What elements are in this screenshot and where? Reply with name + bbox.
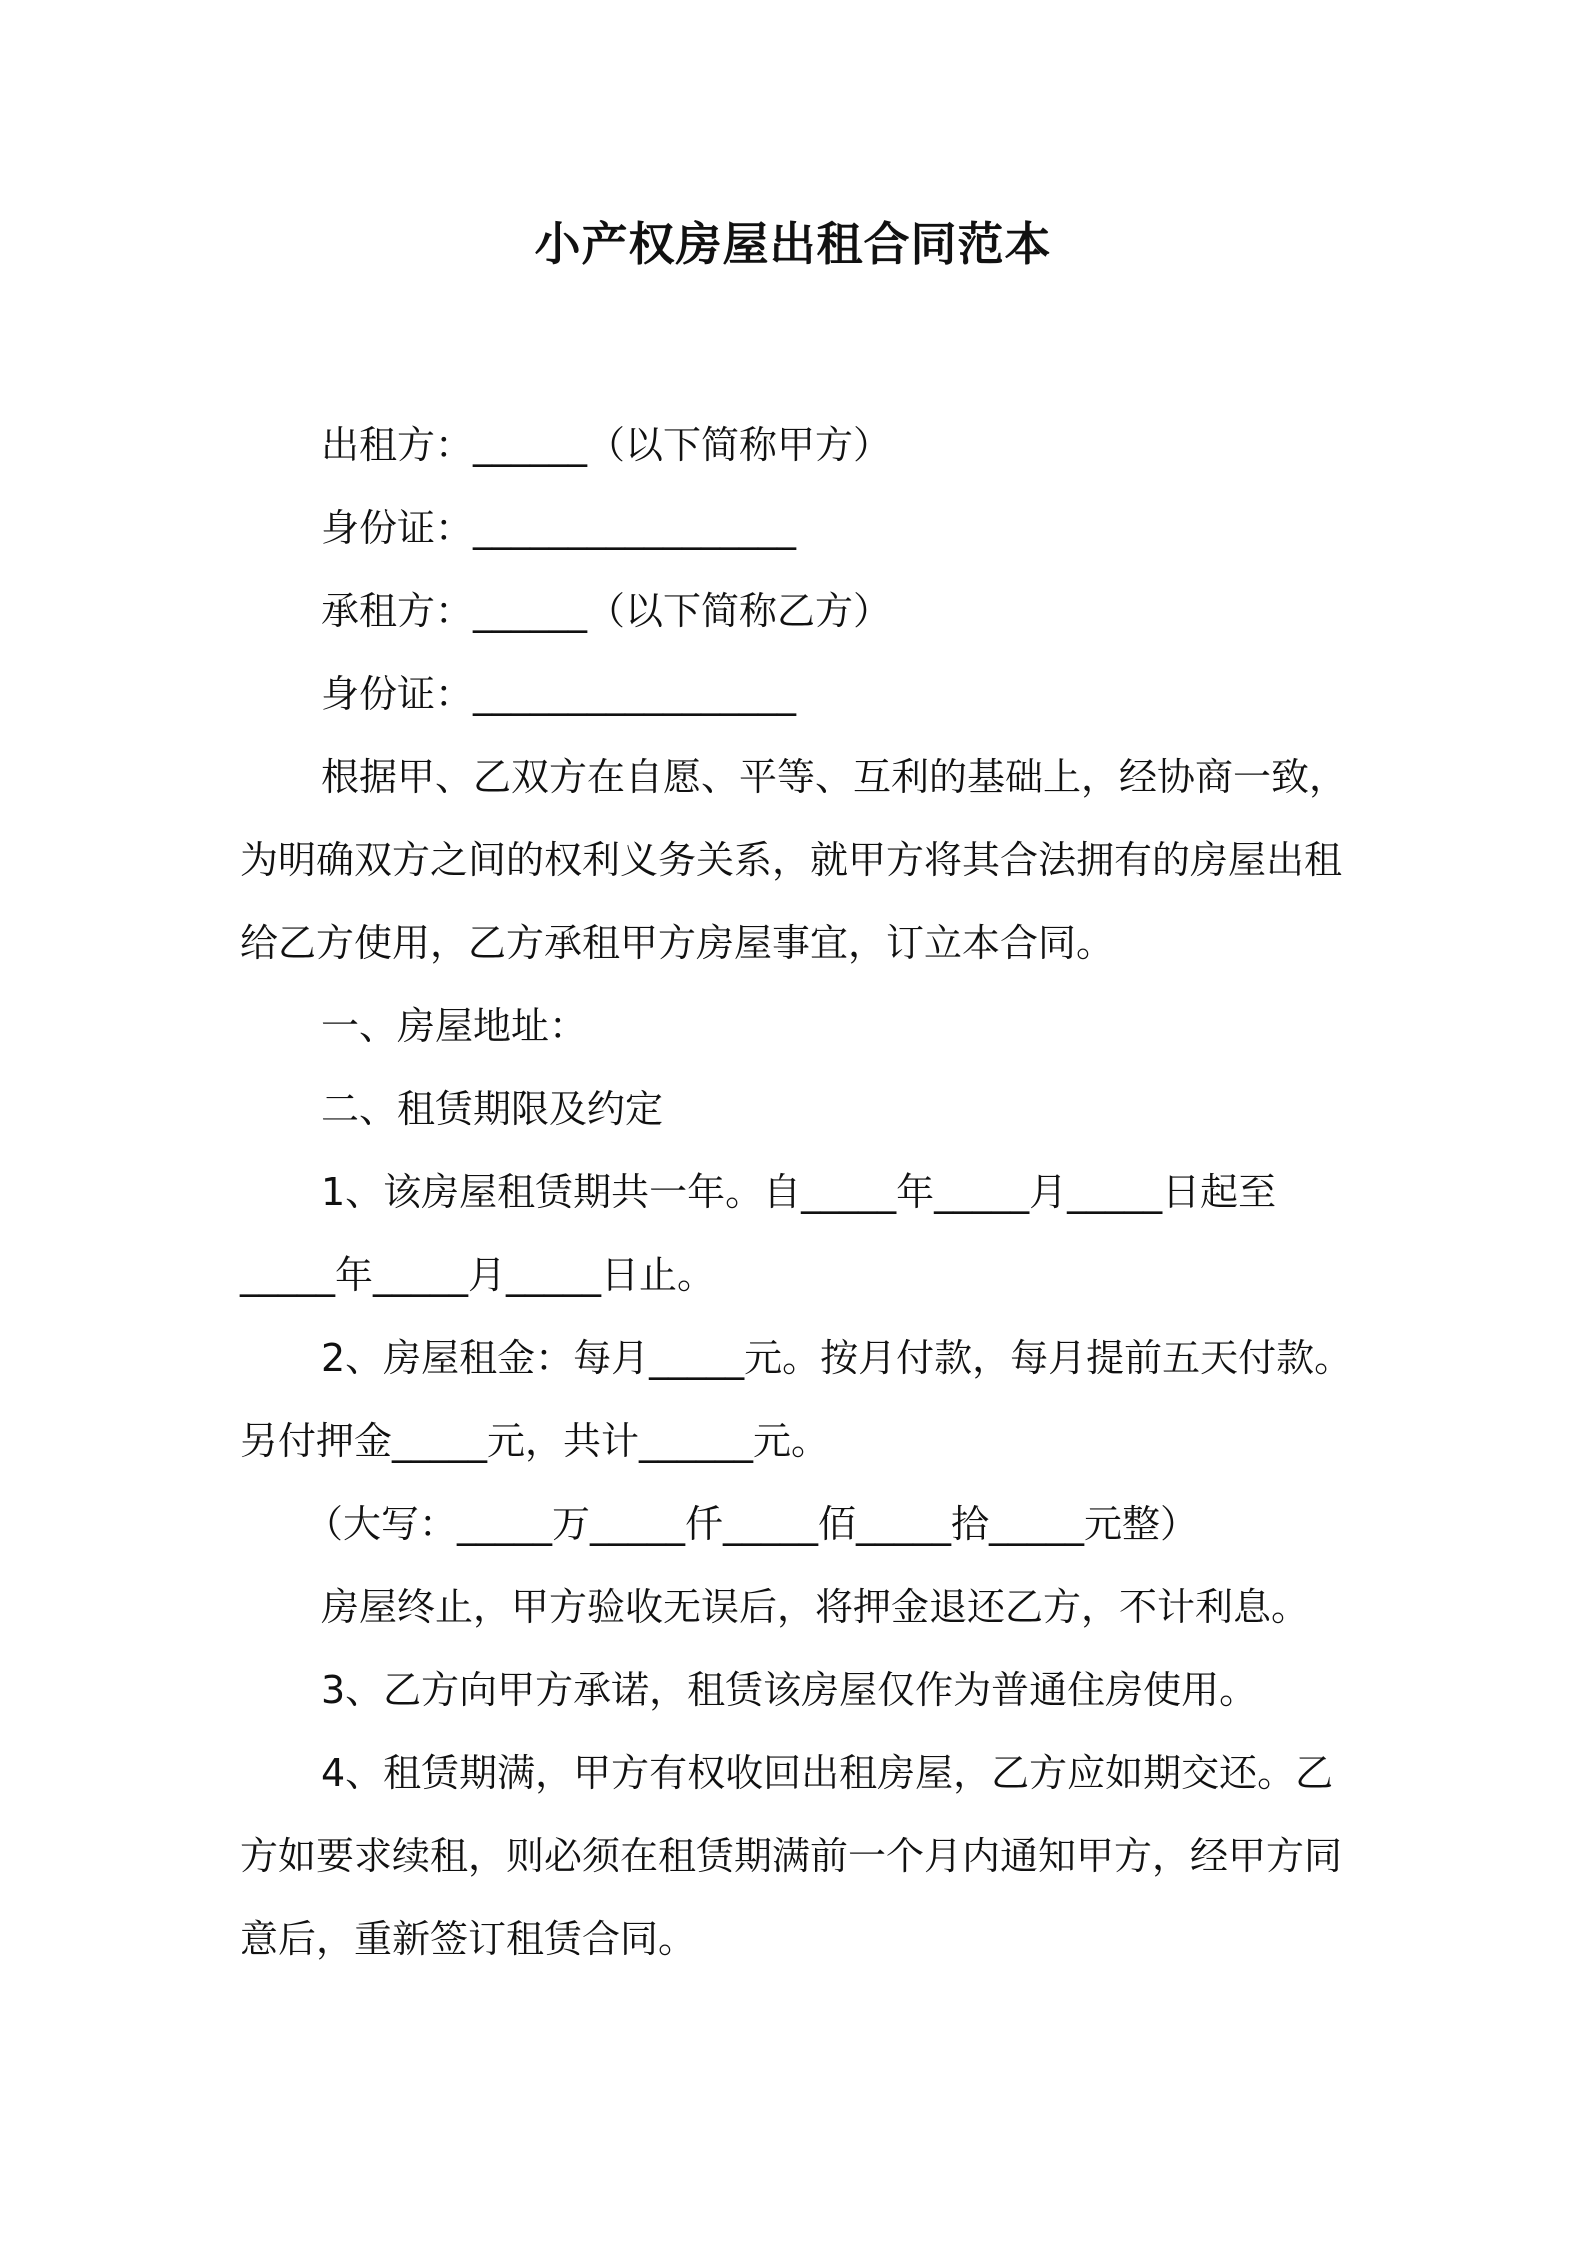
clause-lease-expiry: 4、租赁期满，甲方有权收回出租房屋，乙方应如期交还。乙方如要求续租，则必须在租赁期满前一个月内通知甲方，经甲方同意后，重新签订租赁合同。	[240, 1751, 1343, 1961]
lessee-line: 承租方：______（以下简称乙方）	[321, 589, 892, 633]
clause-rent: 2、房屋租金：每月_____元。按月付款，每月提前五天付款。另付押金_____元，共计______元。	[240, 1336, 1353, 1463]
lessee-id-line: 身份证：_________________	[321, 672, 797, 716]
preamble-paragraph: 根据甲、乙双方在自愿、平等、互利的基础上，经协商一致，为明确双方之间的权利义务关系，就甲方将其合法拥有的房屋出租给乙方使用，乙方承租甲方房屋事宜，订立本合同。	[240, 755, 1348, 965]
clause-residential-use: 3、乙方向甲方承诺，租赁该房屋仅作为普通住房使用。	[321, 1668, 1258, 1712]
amount-in-words-line: （大写：_____万_____仟_____佰_____拾_____元整）	[305, 1502, 1199, 1546]
document-title: 小产权房屋出租合同范本	[534, 217, 1052, 271]
clause-lease-period: 1、该房屋租赁期共一年。自_____年_____月_____日起至_____年_____月_____日止。	[240, 1170, 1277, 1297]
lessor-line: 出租方：______（以下简称甲方）	[321, 423, 892, 467]
section-lease-term: 二、租赁期限及约定	[321, 1087, 664, 1131]
document-body	[240, 404, 1360, 1981]
deposit-return-line: 房屋终止，甲方验收无误后，将押金退还乙方，不计利息。	[321, 1585, 1310, 1629]
section-house-address: 一、房屋地址：	[321, 1004, 588, 1048]
lessor-id-line: 身份证：_________________	[321, 506, 797, 550]
